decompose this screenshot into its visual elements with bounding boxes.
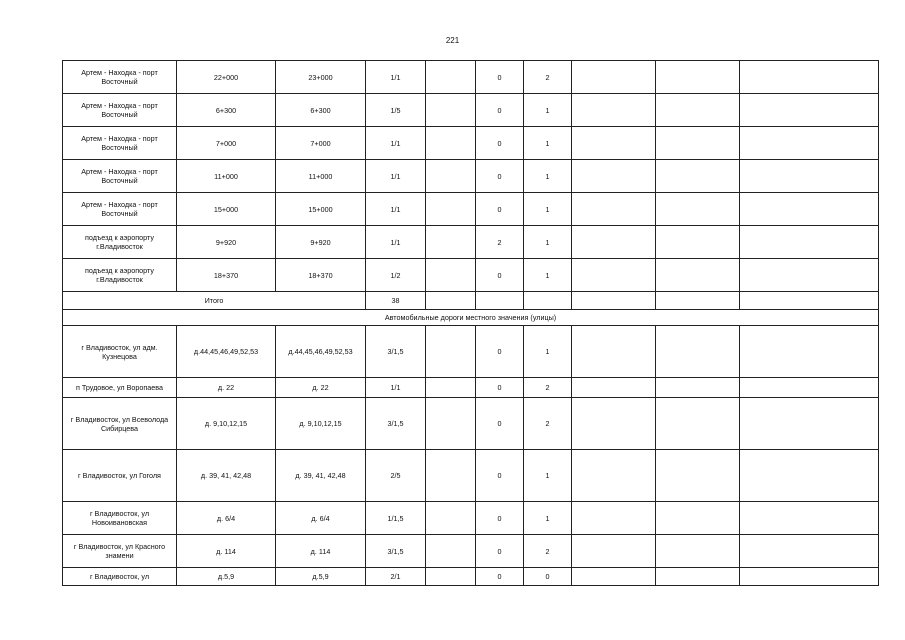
col-b-cell: 0 [476, 193, 524, 226]
section-row [63, 310, 879, 326]
col-a-cell [426, 398, 476, 450]
value-cell: 3/1,5 [366, 398, 426, 450]
road-cell: Артем - Находка - порт Восточный [63, 94, 177, 127]
table-row [63, 94, 879, 127]
col-c-cell: 1 [524, 326, 572, 378]
col-b-cell: 2 [476, 226, 524, 259]
value-cell: 1/1 [366, 226, 426, 259]
total-label: Итого [63, 292, 366, 310]
value-cell: 1/1 [366, 127, 426, 160]
col-c-cell: 1 [524, 193, 572, 226]
value-cell: 1/5 [366, 94, 426, 127]
empty-cell [656, 61, 740, 94]
from-cell: 6+300 [177, 94, 276, 127]
table-row [63, 450, 879, 502]
empty-cell [740, 160, 879, 193]
col-c-cell: 1 [524, 94, 572, 127]
to-cell: д. 9,10,12,15 [276, 398, 366, 450]
col-b-cell: 0 [476, 326, 524, 378]
col-a-cell [426, 502, 476, 535]
road-table [62, 60, 879, 586]
col-a-cell [426, 259, 476, 292]
table-row [63, 259, 879, 292]
table-row [63, 535, 879, 568]
empty-cell [740, 94, 879, 127]
to-cell: 6+300 [276, 94, 366, 127]
col-b-cell: 0 [476, 127, 524, 160]
road-cell: подъезд к аэропорту г.Владивосток [63, 226, 177, 259]
from-cell: д.5,9 [177, 568, 276, 586]
road-cell: Артем - Находка - порт Восточный [63, 160, 177, 193]
table-row [63, 326, 879, 378]
value-cell: 2/1 [366, 568, 426, 586]
from-cell: 15+000 [177, 193, 276, 226]
to-cell: д.44,45,46,49,52,53 [276, 326, 366, 378]
to-cell: д. 22 [276, 378, 366, 398]
empty-cell [740, 61, 879, 94]
col-b-cell: 0 [476, 259, 524, 292]
col-b-cell: 0 [476, 568, 524, 586]
to-cell: д. 39, 41, 42,48 [276, 450, 366, 502]
empty-cell [656, 226, 740, 259]
from-cell: 22+000 [177, 61, 276, 94]
empty-cell [572, 259, 656, 292]
empty-cell [740, 378, 879, 398]
empty-cell [572, 378, 656, 398]
empty-cell [656, 398, 740, 450]
road-cell: г Владивосток, ул [63, 568, 177, 586]
col-c-cell: 2 [524, 61, 572, 94]
empty-cell [572, 398, 656, 450]
from-cell: д. 6/4 [177, 502, 276, 535]
from-cell: 7+000 [177, 127, 276, 160]
value-cell: 3/1,5 [366, 326, 426, 378]
col-a-cell [426, 226, 476, 259]
col-b-cell: 0 [476, 61, 524, 94]
value-cell: 1/1 [366, 193, 426, 226]
from-cell: 11+000 [177, 160, 276, 193]
col-a-cell [426, 568, 476, 586]
col-a-cell [426, 94, 476, 127]
col-b-cell: 0 [476, 535, 524, 568]
from-cell: д. 9,10,12,15 [177, 398, 276, 450]
col-c-cell: 0 [524, 568, 572, 586]
from-cell: 9+920 [177, 226, 276, 259]
col-c-cell: 1 [524, 502, 572, 535]
col-a-cell [426, 61, 476, 94]
empty-cell [740, 502, 879, 535]
value-cell: 1/2 [366, 259, 426, 292]
to-cell: 7+000 [276, 127, 366, 160]
table-row [63, 502, 879, 535]
col-c-cell: 2 [524, 535, 572, 568]
empty-cell [572, 193, 656, 226]
empty-cell [656, 326, 740, 378]
table-row [63, 193, 879, 226]
to-cell: 9+920 [276, 226, 366, 259]
from-cell: д. 22 [177, 378, 276, 398]
empty-cell [572, 127, 656, 160]
col-b-cell: 0 [476, 160, 524, 193]
col-a-cell [426, 450, 476, 502]
empty-cell [740, 226, 879, 259]
table-row [63, 160, 879, 193]
to-cell: 15+000 [276, 193, 366, 226]
empty-cell [656, 502, 740, 535]
empty-cell [656, 259, 740, 292]
table-row [63, 568, 879, 586]
empty-cell [740, 127, 879, 160]
road-cell: Артем - Находка - порт Восточный [63, 193, 177, 226]
road-cell: г Владивосток, ул Гоголя [63, 450, 177, 502]
value-cell: 3/1,5 [366, 535, 426, 568]
empty-cell [656, 568, 740, 586]
page-number: 221 [445, 36, 460, 45]
col-c-cell: 1 [524, 259, 572, 292]
to-cell: 11+000 [276, 160, 366, 193]
road-cell: г Владивосток, ул адм. Кузнецова [63, 326, 177, 378]
from-cell: 18+370 [177, 259, 276, 292]
from-cell: д.44,45,46,49,52,53 [177, 326, 276, 378]
col-b-cell: 0 [476, 450, 524, 502]
table-row [63, 127, 879, 160]
col-a-cell [426, 193, 476, 226]
col-b-cell: 0 [476, 502, 524, 535]
empty-cell [656, 450, 740, 502]
road-cell: г Владивосток, ул Всеволода Сибирцева [63, 398, 177, 450]
table-row [63, 61, 879, 94]
empty-cell [740, 450, 879, 502]
empty-cell [656, 94, 740, 127]
col-c-cell: 1 [524, 450, 572, 502]
value-cell: 1/1 [366, 160, 426, 193]
from-cell: д. 39, 41, 42,48 [177, 450, 276, 502]
empty-cell [572, 568, 656, 586]
empty-cell [740, 398, 879, 450]
empty-cell [572, 226, 656, 259]
empty-cell [740, 259, 879, 292]
from-cell: д. 114 [177, 535, 276, 568]
col-c-cell: 1 [524, 226, 572, 259]
to-cell: 18+370 [276, 259, 366, 292]
empty-cell [656, 378, 740, 398]
empty-cell [572, 502, 656, 535]
empty-cell [740, 535, 879, 568]
total-value: 38 [366, 292, 426, 310]
section-title: Автомобильные дороги местного значения (улицы) [63, 310, 879, 326]
col-c-cell: 2 [524, 378, 572, 398]
empty-cell [572, 450, 656, 502]
col-c-cell: 2 [524, 398, 572, 450]
col-c-cell: 1 [524, 127, 572, 160]
empty-cell [656, 127, 740, 160]
col-a-cell [426, 378, 476, 398]
value-cell: 1/1 [366, 378, 426, 398]
to-cell: 23+000 [276, 61, 366, 94]
table-row [63, 378, 879, 398]
empty-cell [572, 535, 656, 568]
to-cell: д. 6/4 [276, 502, 366, 535]
value-cell: 1/1 [366, 61, 426, 94]
empty-cell [656, 193, 740, 226]
empty-cell [572, 326, 656, 378]
empty-cell [572, 94, 656, 127]
road-cell: г Владивосток, ул Красного знамени [63, 535, 177, 568]
table-row [63, 398, 879, 450]
col-a-cell [426, 160, 476, 193]
col-a-cell [426, 326, 476, 378]
road-cell: п Трудовое, ул Воропаева [63, 378, 177, 398]
road-cell: г Владивосток, ул Новоивановская [63, 502, 177, 535]
to-cell: д.5,9 [276, 568, 366, 586]
col-b-cell: 0 [476, 94, 524, 127]
value-cell: 1/1,5 [366, 502, 426, 535]
empty-cell [656, 535, 740, 568]
empty-cell [740, 568, 879, 586]
empty-cell [740, 193, 879, 226]
empty-cell [572, 61, 656, 94]
table-row [63, 226, 879, 259]
col-b-cell: 0 [476, 398, 524, 450]
col-a-cell [426, 127, 476, 160]
road-cell: Артем - Находка - порт Восточный [63, 61, 177, 94]
col-b-cell: 0 [476, 378, 524, 398]
col-a-cell [426, 535, 476, 568]
road-cell: подъезд к аэропорту г.Владивосток [63, 259, 177, 292]
to-cell: д. 114 [276, 535, 366, 568]
value-cell: 2/5 [366, 450, 426, 502]
empty-cell [572, 160, 656, 193]
col-c-cell: 1 [524, 160, 572, 193]
empty-cell [740, 326, 879, 378]
empty-cell [656, 160, 740, 193]
road-cell: Артем - Находка - порт Восточный [63, 127, 177, 160]
total-row [63, 292, 879, 310]
